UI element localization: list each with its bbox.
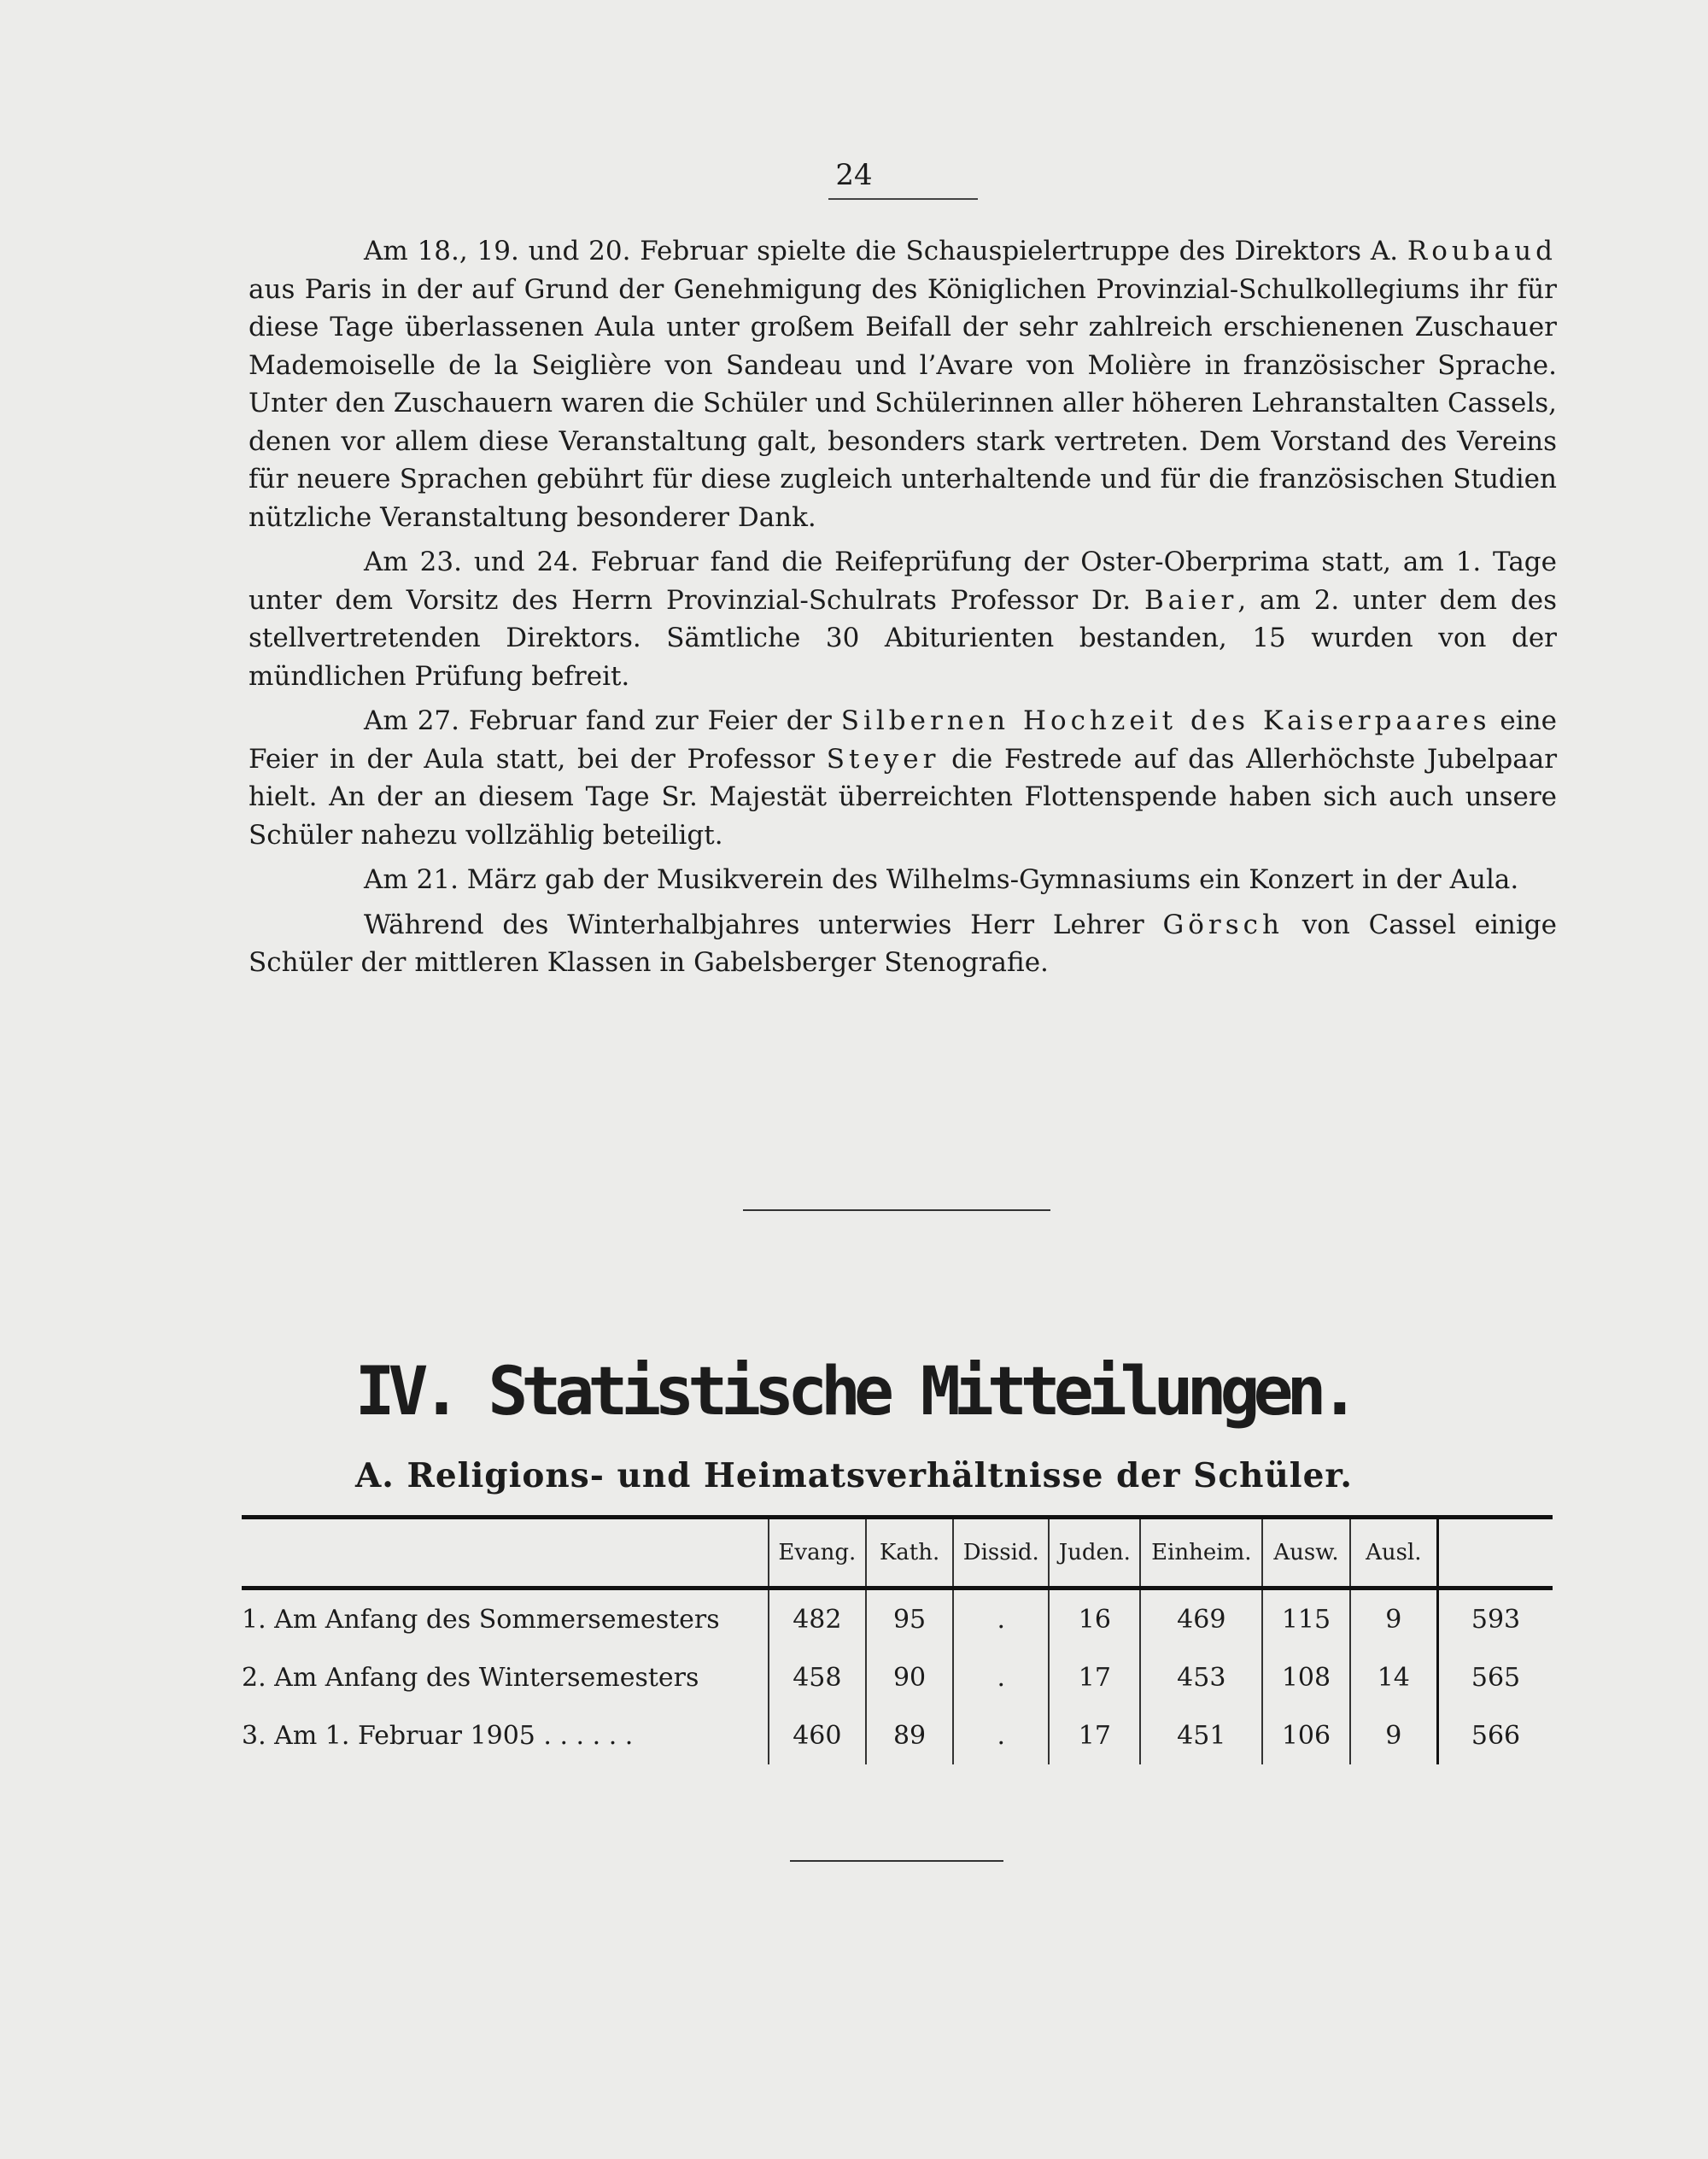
table-cell: 17	[1049, 1648, 1140, 1706]
statistics-table	[242, 1515, 1553, 1764]
text-run: eine Feier in der Aula statt, bei der Professor	[249, 705, 1557, 775]
table-cell: 95	[866, 1589, 953, 1649]
paragraph	[249, 906, 1557, 982]
spaced-name: Steyer	[826, 743, 940, 775]
table-cell: 482	[769, 1589, 866, 1649]
table-header-cell: Juden.	[1049, 1518, 1140, 1589]
table-cell: 451	[1140, 1706, 1262, 1764]
table-cell: .	[953, 1589, 1049, 1649]
table-header-cell: Ausw.	[1262, 1518, 1349, 1589]
subsection-heading: A. Religions- und Heimatsverhältnisse der Schüler.	[355, 1456, 1353, 1495]
table-header-cell: Ausl.	[1350, 1518, 1438, 1589]
paragraph	[249, 232, 1557, 536]
page-number: 24	[835, 158, 873, 192]
table-cell: 458	[769, 1648, 866, 1706]
table-header-row	[242, 1518, 1553, 1589]
spaced-name: Roubaud	[1407, 236, 1557, 266]
header-rule	[828, 198, 978, 200]
table-cell: 115	[1262, 1589, 1349, 1649]
table-cell: 9	[1350, 1589, 1438, 1649]
table-cell: 106	[1262, 1706, 1349, 1764]
row-total: 566	[1438, 1706, 1553, 1764]
table-cell: 14	[1350, 1648, 1438, 1706]
text-run: Am 18., 19. und 20. Februar spielte die Schauspielertruppe des Direktors A.	[364, 236, 1407, 266]
paragraph	[249, 861, 1557, 899]
table-header-label	[242, 1518, 769, 1589]
section-heading: IV. Statistische Mitteilungen.	[354, 1354, 1354, 1431]
table-cell: 16	[1049, 1589, 1140, 1649]
spaced-name: Görsch	[1162, 909, 1284, 940]
body-text	[249, 232, 1557, 989]
table-cell: 90	[866, 1648, 953, 1706]
table-header-cell: Dissid.	[953, 1518, 1049, 1589]
row-label: 3. Am 1. Februar 1905 . . . . . .	[242, 1720, 634, 1751]
row-label: 2. Am Anfang des Wintersemesters	[242, 1662, 699, 1693]
table-cell: 469	[1140, 1589, 1262, 1649]
row-total: 565	[1438, 1648, 1553, 1706]
text-run: Am 27. Februar fand zur Feier der	[364, 705, 841, 736]
table-header-cell: Evang.	[769, 1518, 866, 1589]
table-cell: 89	[866, 1706, 953, 1764]
spaced-name: Baier	[1144, 584, 1238, 616]
text-run: von Cassel einige Schüler der mittleren Klassen in Gabelsberger Stenografie.	[249, 909, 1557, 978]
text-run: Am 23. und 24. Februar fand die Reifeprüfung der Oster-Oberprima statt, am 1. Tage unter dem Vorsitz des Herrn Provinzial-Schulrats Professor Dr.	[249, 547, 1557, 616]
table-cell: .	[953, 1706, 1049, 1764]
table-header-cell: Kath.	[866, 1518, 953, 1589]
row-total: 593	[1438, 1589, 1553, 1649]
paragraph	[249, 543, 1557, 695]
table-cell: 460	[769, 1706, 866, 1764]
table-cell: 108	[1262, 1648, 1349, 1706]
table-cell: .	[953, 1648, 1049, 1706]
table-header-cell: Einheim.	[1140, 1518, 1262, 1589]
spaced-name: Silbernen Hochzeit des Kaiserpaares	[840, 705, 1491, 736]
table-row	[242, 1706, 1553, 1764]
paragraph	[249, 702, 1557, 854]
table-row	[242, 1648, 1553, 1706]
text-run: die Festrede auf das Allerhöchste Jubelpaar hielt. An der an diesem Tage Sr. Majestät überreichten Flottenspende haben sich auch unsere Schüler nahezu vollzählig beteiligt.	[249, 743, 1558, 851]
text-run: Während des Winterhalbjahres unterwies Herr Lehrer	[364, 909, 1163, 940]
text-run: , am 2. unter dem des stellvertretenden Direktors. Sämtliche 30 Abiturienten bestanden, 15 wurden von der mündlichen Prüfung befreit.	[249, 584, 1557, 692]
table-row	[242, 1589, 1553, 1649]
closing-rule	[790, 1860, 1003, 1862]
section-divider	[743, 1209, 1050, 1211]
table-cell: 453	[1140, 1648, 1262, 1706]
text-run: Am 21. März gab der Musikverein des Wilhelms-Gymnasiums ein Konzert in der Aula.	[364, 864, 1519, 895]
table-cell: 17	[1049, 1706, 1140, 1764]
text-run: aus Paris in der auf Grund der Genehmigung des Königlichen Provinzial-Schulkollegiums ihr für diese Tage überlassenen Aula unter großem Beifall der sehr zahlreich erschienenen Zuschauer Mademoiselle de la Seiglière von Sandeau und l’Avare von Molière in französischer Sprache. Unter den Zuschauern waren die Schüler und Schülerinnen aller höheren Lehranstalten Cassels, denen vor allem diese Veranstaltung galt, besonders stark vertreten. Dem Vorstand des Vereins für neuere Sprachen gebührt für diese zugleich unterhaltende und für die französischen Studien nützliche Veranstaltung besonderer Dank.	[249, 273, 1557, 533]
table-cell: 9	[1350, 1706, 1438, 1764]
row-label: 1. Am Anfang des Sommersemesters	[242, 1604, 720, 1635]
table-header-total	[1438, 1518, 1553, 1589]
